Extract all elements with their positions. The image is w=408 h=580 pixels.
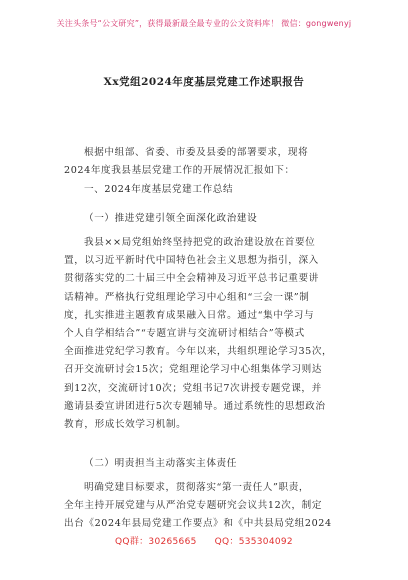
paragraph-line: 话精神。严格执行党组理论学习中心组和“三会一课”制 <box>64 291 310 303</box>
footer-qq-group: QQ群：30265665 <box>115 537 197 547</box>
paragraph-line: 贯彻落实党的二十届三中全会精神及习近平总书记重要讲 <box>64 273 319 285</box>
paragraph-line: 个人自学相结合”“专题宣讲与交流研讨相结合”等模式 <box>64 328 305 340</box>
paragraph-line: 出台《2024年县局党建工作要点》和《中共县局党组2024 <box>64 518 332 530</box>
paragraph-line: 度，扎实推进主题教育成果融入日常。通过“集中学习与 <box>64 309 315 321</box>
intro-line: 根据中组部、省委、市委及县委的部署要求，现将 <box>84 147 309 158</box>
footer-contact <box>0 534 408 547</box>
intro-line: 2024年度我县基层党建工作的开展情况汇报如下： <box>64 165 295 177</box>
paragraph-line: 邀请县委宣讲团进行5次专题辅导。通过系统性的思想政治 <box>64 400 326 412</box>
page-title: Xx党组2024年度基层党建工作述职报告 <box>103 76 305 88</box>
paragraph-line: 置，以习近平新时代中国特色社会主义思想为指引，深入 <box>64 255 319 267</box>
footer-qq: QQ：535304092 <box>214 537 293 547</box>
paragraph-line: 教育，形成长效学习机制。 <box>64 419 187 431</box>
header-promo-note: 关注头条号“公文研究”，获得最新最全最专业的公文资料库！ 微信：gongwenyj <box>56 19 352 28</box>
paragraph-line: 全年主持开展党建与从严治党专题研究会议共12次，制定 <box>64 500 323 512</box>
paragraph-line: 明确党建目标要求，贯彻落实“第一责任人”职责， <box>84 482 310 493</box>
paragraph-line: 我县××局党组始终坚持把党的政治建设放在首要位 <box>84 237 316 248</box>
subsection-two-heading: （二）明责担当主动落实主体责任 <box>84 458 237 469</box>
section-one-heading: 一、2024年度基层党建工作总结 <box>84 184 234 195</box>
subsection-two-paragraph <box>64 479 350 534</box>
subsection-one-heading: （一）推进党建引领全面深化政治建设 <box>84 213 258 224</box>
paragraph-line: 全面推进党纪学习教育。今年以来，共组织理论学习35次， <box>64 346 333 358</box>
paragraph-line: 到12次，交流研讨10次；党组书记7次讲授专题党课，并 <box>64 382 322 394</box>
subsection-one-paragraph <box>64 234 350 434</box>
paragraph-line: 召开交流研讨会15次；党组理论学习中心组集体学习则达 <box>64 364 323 376</box>
intro-paragraph <box>64 144 350 180</box>
